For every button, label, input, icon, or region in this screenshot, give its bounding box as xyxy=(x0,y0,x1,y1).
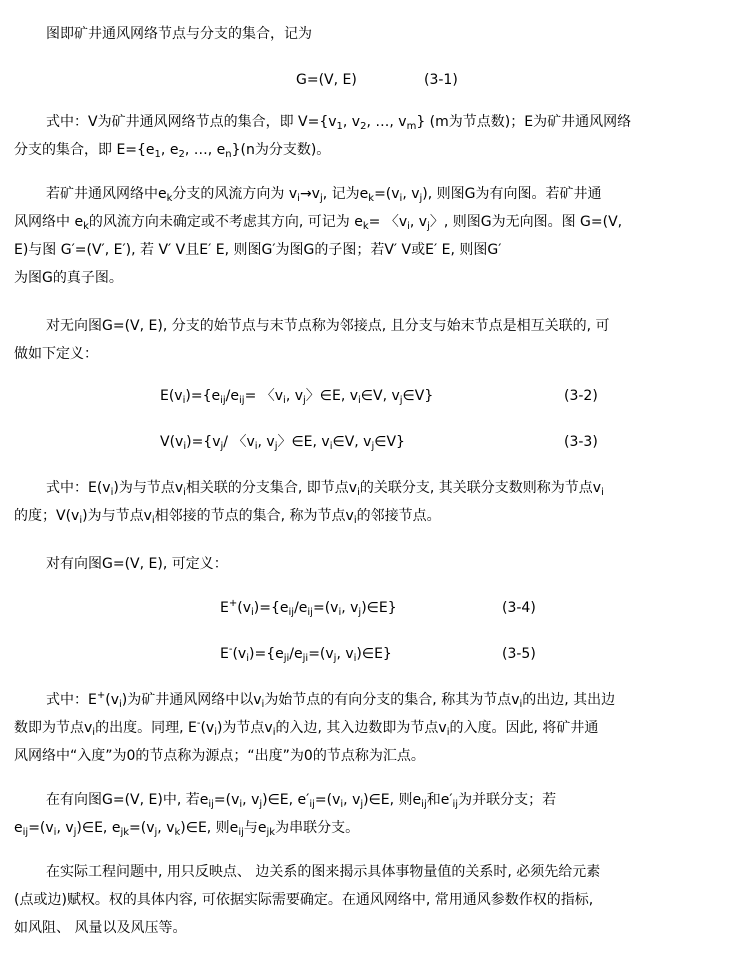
equation-3-4: $E^+(v_i)=\{e_{ij}/e_{ij}=(v_i$, $v_j)\in E$} xyxy=(220,598,397,618)
equation-number-3-2: (3-2) xyxy=(564,388,598,404)
paragraph-undirected-graph: 对无向图G=(V, E), 分支的始节点与末节点称为邻接点, 且分支与始末节点是相互关联的, 可 做如下定义： xyxy=(14,318,610,362)
paragraph-directed-graph: 若矿井通风网络中$e_k$分支的风流方向为 $v_i\to v_j$, 记为$e_k=(v_i$, $v_j$), 则图G为有向图。若矿井通 风网络中 $e_k$的风流方向未确定或不考虑其方向, 可记为 $e_k=$ 〈$v_i$, $v_j$〉, 则图G为无向图。图 G=(V, E)与图 G′=(V′, E′), 若 V′ V且E′ E, 则图G′为图G的子图；若V′ V或E′ E, 则图G′ 为图G的真子图。 xyxy=(14,186,623,286)
paragraph-vertex-edge-sets: 式中：V为矿井通风网络节点的集合，即 $V=\{v_1$, $v_2$, …, $v_m$} (m为节点数)；E为矿井通风网络 分支的集合，即 $E=\{e_1$, $e_2$, …, $e_n\}(n$为分支数)。 xyxy=(14,114,632,160)
paragraph-intro: 图即矿井通风网络节点与分支的集合，记为 xyxy=(46,26,312,42)
equation-3-5: $E^-(v_i)=\{e_{ji}/e_{ji}=(v_j$, $v_i)\in E$} xyxy=(220,644,392,664)
equation-number-3-4: (3-4) xyxy=(502,600,536,616)
paragraph-weights: 在实际工程问题中, 用只反映点、 边关系的图来揭示具体事物量值的关系时, 必须先给元素 (点或边)赋权。权的具体内容, 可依据实际需要确定。在通风网络中, 常用通风参数作权的指标, 如风阻、 风量以及风压等。 xyxy=(14,864,601,936)
paragraph-parallel-series: 在有向图G=(V, E)中, 若$e_{ij}=(v_i$, $v_j)\in E$, $e'_{ij}=(v_i$, $v_j)\in E$, 则$e_{ij}$和$e'_{ij}$为并联分支；若 $e_{ij}=(v_i$, $v_j)\in E$, $e_{jk}=(v_j$, $v_k)\in E$, 则$e_{ij}$与$e_{jk}$为串联分支。 xyxy=(14,792,557,838)
equation-3-1: G=(V, E) xyxy=(296,72,357,88)
paragraph-in-out-degree: 式中：$E^+(v_i)$为矿井通风网络中以$v_i$为始节点的有向分支的集合, 称其为节点$v_i$的出边, 其出边 数即为节点$v_i$的出度。同理, $E^-(v_i)$为节点$v_i$的入边, 其入边数即为节点$v_i$的入度。因此, 将矿井通 风网络中“入度”为0的节点称为源点；“出度”为0的节点称为汇点。 xyxy=(14,690,616,764)
equation-number-3-1: (3-1) xyxy=(424,72,458,88)
equation-number-3-3: (3-3) xyxy=(564,434,598,450)
equation-3-3: $V(v_i)=\{v_j/$ 〈$v_i$, $v_j$〉∈E, $v_i\in V$, $v_j\in V$} xyxy=(160,434,405,452)
equation-number-3-5: (3-5) xyxy=(502,646,536,662)
paragraph-directed-def: 对有向图G=(V, E), 可定义： xyxy=(46,556,228,572)
equation-3-2: $E(v_i)=\{e_{ij}/e_{ij}=$ 〈$v_i$, $v_j$〉∈E, $v_i\in V$, $v_j\in V$} xyxy=(160,388,434,406)
paragraph-degree: 式中：$E(v_i)$为与节点$v_i$相关联的分支集合, 即节点$v_i$的关联分支, 其关联分支数则称为节点$v_i$ 的度；$V(v_i)$为与节点$v_i$相邻接的节点的集合, 称为节点$v_i$的邻接节点。 xyxy=(14,480,604,526)
